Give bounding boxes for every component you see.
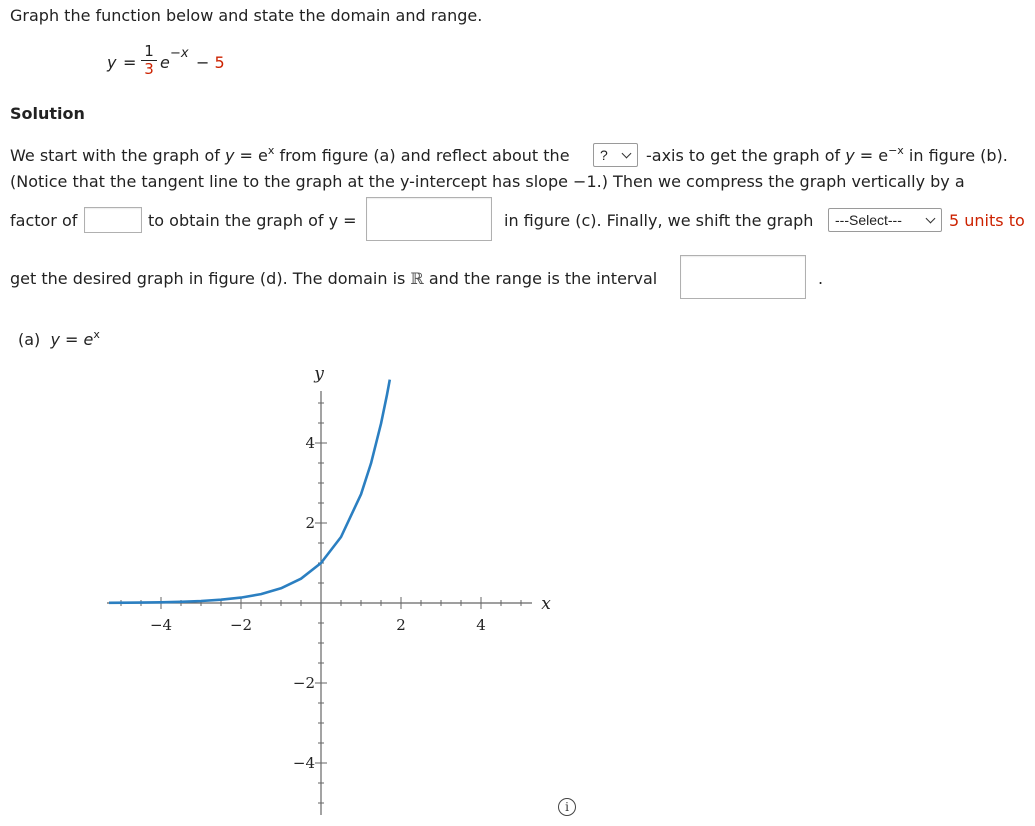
domain-text: get the desired graph in figure (d). The domain is ℝ and the range is the interval: [10, 269, 658, 288]
equation-equals: =: [123, 53, 137, 72]
x-axis-label: x: [541, 594, 551, 614]
real-numbers-symbol: ℝ: [410, 269, 424, 288]
solution-line-2: (Notice that the tangent line to the graph at the y-intercept has slope −1.) Then we compress the graph vertically by a: [10, 172, 965, 191]
fraction-numerator: 1: [141, 43, 157, 61]
y-tick-label: −4: [292, 754, 315, 772]
equation-tail: − 5: [196, 53, 225, 72]
units-to-label: 5 units to: [949, 211, 1025, 230]
x-tick-label: 4: [476, 616, 486, 634]
y-tick-label: 4: [305, 434, 315, 452]
exp-curve-line: [109, 380, 390, 603]
y-axis-label: y: [314, 364, 324, 384]
figure-c-label: in figure (c). Finally, we shift the graph: [504, 211, 814, 230]
obtain-graph-label: to obtain the graph of y =: [148, 211, 357, 230]
question-prompt: Graph the function below and state the domain and range.: [10, 6, 483, 25]
equation-lhs: y: [107, 53, 117, 72]
sentence-period: .: [818, 269, 824, 288]
factor-of-label: factor of: [10, 211, 78, 230]
solution-line-1: We start with the graph of $y = e^x$ from figure (a) and reflect about the: [10, 144, 570, 165]
figure-a-caption: (a) $y = e^x$: [18, 328, 100, 349]
shift-direction-select[interactable]: ---Select---: [828, 208, 942, 232]
y-tick-label: 2: [305, 514, 315, 532]
y-tick-label: −2: [292, 674, 315, 692]
fraction-denominator: 3: [144, 60, 154, 78]
x-tick-label: −4: [149, 616, 173, 634]
solution-heading: Solution: [10, 104, 85, 123]
equation-exponent: −x: [170, 46, 189, 61]
info-icon[interactable]: i: [558, 798, 576, 816]
x-tick-label: −2: [229, 616, 253, 634]
axis-select[interactable]: ?: [593, 143, 638, 167]
equation-base: e: [160, 53, 170, 72]
x-tick-label: 2: [396, 616, 406, 634]
solution-line-1-cont: -axis to get the graph of $y = e^{-x}$ in figure (b).: [646, 144, 1008, 165]
